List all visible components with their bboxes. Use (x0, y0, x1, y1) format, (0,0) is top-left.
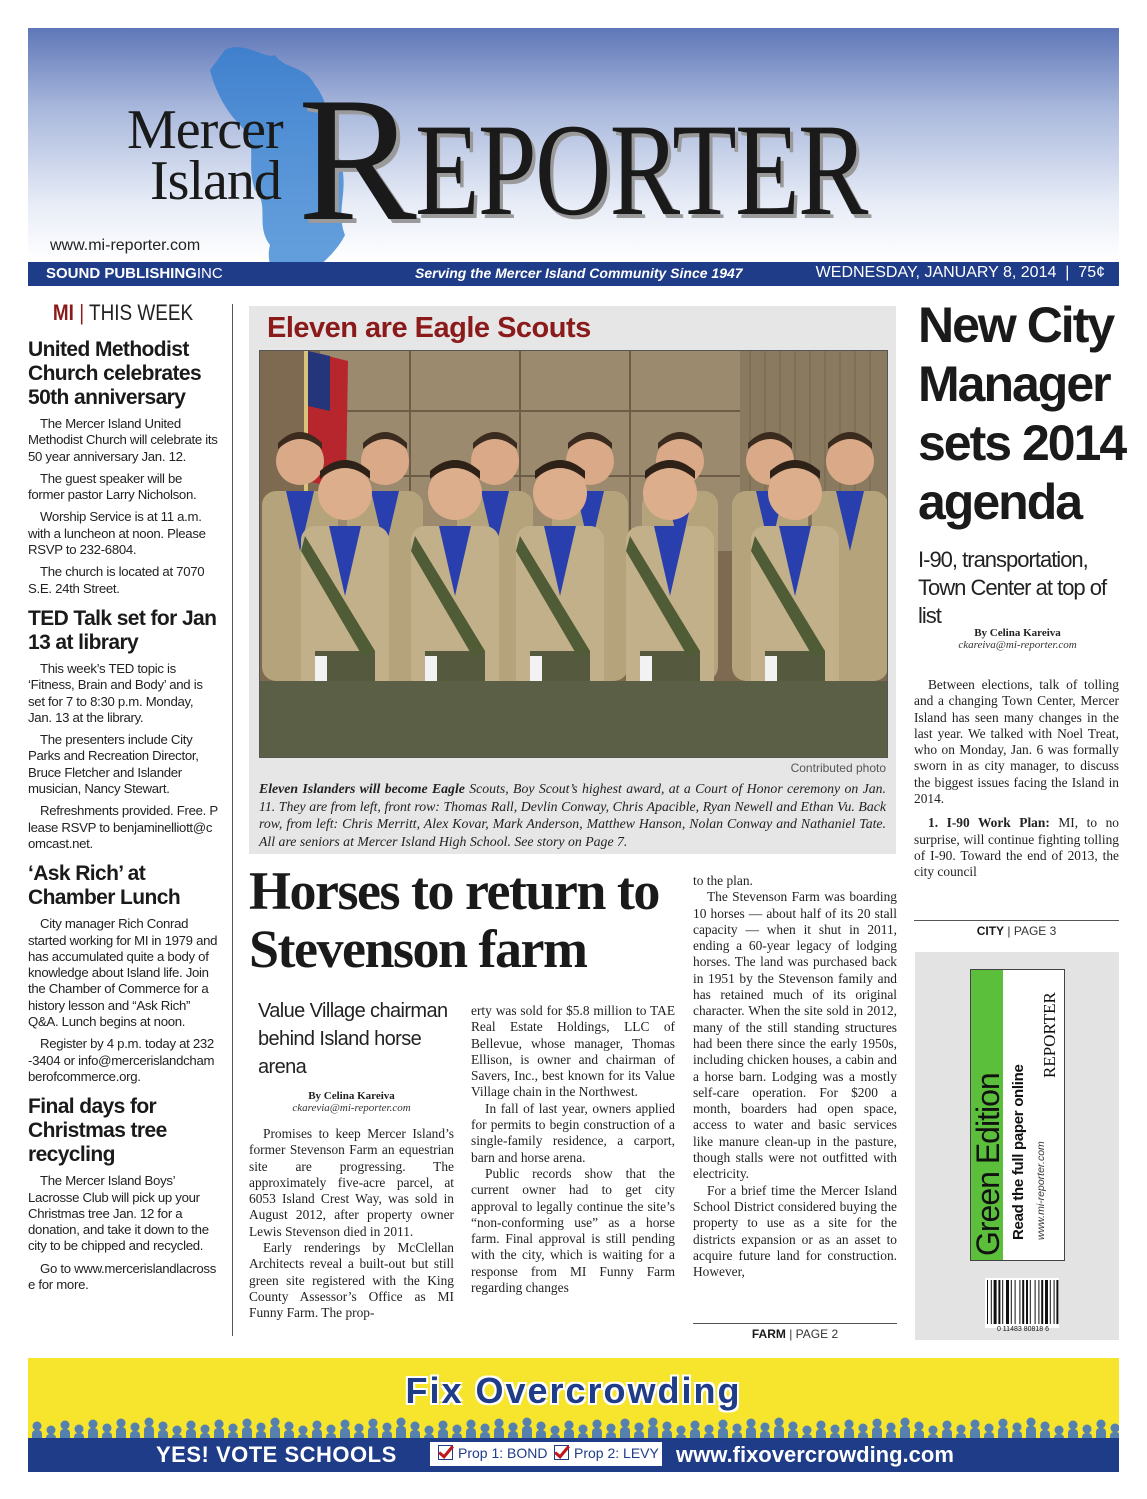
farm-story-column-1 (249, 1126, 454, 1322)
brief-paragraph: The presenters include City Parks and Recreation Director, Bruce Fletcher and Islander musician, Nancy Stewart. (28, 732, 199, 797)
body-paragraph: erty was sold for $5.8 million to TAE Real Estate Holdings, LLC of Bellevue, whose manager, Thomas Ellison, is owner and chairman of Savers, Inc., best known for its Value Village chain in the Northwest. (471, 1003, 675, 1100)
issue-date-price: WEDNESDAY, JANUARY 8, 2014 | 75¢ (815, 264, 1105, 281)
green-edition-subtitle: Read the full paper online (1010, 1064, 1027, 1240)
barcode-bar (1038, 1280, 1039, 1324)
farm-story-headline[interactable]: Horses to return to Stevenson farm (249, 861, 659, 979)
barcode-bar (987, 1280, 988, 1324)
barcode-bar (1056, 1280, 1058, 1324)
farm-story-byline (249, 1090, 454, 1114)
byline-email[interactable]: ckareiva@mi-reporter.com (958, 639, 1077, 651)
ad-vote-text: YES! VOTE SCHOOLS (156, 1442, 397, 1467)
fix-overcrowding-ad[interactable] (28, 1358, 1119, 1472)
body-paragraph: Public records show that the current owner had to get city approval to legally continue the site’s “non-conforming use” as a horse farm. Final approval is still pending with the city, which is waiting for a response from MI Funny Farm regarding changes (471, 1165, 675, 1296)
this-week-mi: MI (52, 300, 74, 325)
city-jump-line[interactable]: CITY | PAGE 3 (914, 920, 1119, 938)
body-paragraph: Early renderings by McClellan Architects reveal a built-out but still green site registered with the King County Assessor’s Office as MI Funny Farm. The prop- (249, 1240, 454, 1321)
brief-headline: ‘Ask Rich’ at Chamber Lunch (28, 862, 181, 910)
green-edition-box (915, 952, 1119, 1340)
barcode-bar (1054, 1280, 1055, 1324)
brief-ted-talk (28, 607, 218, 852)
prop-1-label: Prop 1: BOND (458, 1445, 548, 1461)
photo-caption (259, 780, 886, 850)
barcode-bar (1015, 1280, 1016, 1324)
jump-label: FARM (751, 1327, 786, 1341)
body-paragraph: For a brief time the Mercer Island School District considered buying the property to use as a site for the districts expansion or as an asset to acquire future land for construction. However, (693, 1182, 897, 1280)
publisher-suffix: INC (196, 265, 223, 282)
checkmark-icon (554, 1445, 569, 1460)
this-week-label (41, 300, 204, 326)
brief-tree-recycling (28, 1095, 218, 1293)
city-story-headline[interactable]: New City Manager sets 2014 agenda (918, 297, 1126, 530)
barcode-bar (991, 1280, 992, 1324)
brief-methodist (28, 338, 218, 597)
para-text: MI, to no surprise, will continue fighting tolling of I-90. Toward the end of 2013, the city council (914, 815, 1119, 880)
eagle-scouts-photo[interactable] (259, 350, 888, 758)
body-paragraph (914, 815, 1119, 880)
body-paragraph: Between elections, talk of tolling and a changing Town Center, Mercer Island has seen many changes in the last year. We talked with Noel Treat, who on Monday, Jan. 6 was formally sworn in as city manager, to discuss the biggest issues facing the Island in 2014. (914, 677, 1119, 807)
masthead-mercer: Mercer (127, 99, 283, 161)
brief-paragraph: The guest speaker will be former pastor Larry Nicholson. (28, 470, 197, 503)
brief-paragraph: Worship Service is at 11 a.m. with a luncheon at noon. Please RSVP to 232-6804. (28, 509, 206, 558)
checkmark-icon (438, 1445, 453, 1460)
brief-paragraph: The church is located at 7070 S.E. 24th Street. (28, 564, 205, 596)
brief-headline: Final days for Christmas tree recycling (28, 1095, 167, 1167)
brief-paragraph: The Mercer Island Boys’ Lacrosse Club will pick up your Christmas tree Jan. 12 for a donation, and take it down to the city to be chipped and recycled. (28, 1173, 209, 1254)
body-paragraph: Promises to keep Mercer Island’s former Stevenson Farm an equestrian site are progressing. The approximately five-acre parcel, at 6053 Island Crest Way, was sold in August 2012, after property owner Lewis Stevenson died in 2011. (249, 1126, 454, 1239)
ad-url[interactable]: www.fixovercrowding.com (676, 1442, 954, 1467)
brief-paragraph: The Mercer Island United Methodist Church will celebrate its 50 year anniversary Jan. 12. (28, 416, 218, 464)
brief-headline: United Methodist Church celebrates 50th anniversary (28, 338, 202, 409)
barcode-bar (998, 1280, 1000, 1324)
body-paragraph: The Stevenson Farm was boarding 10 horses — about half of its 20 stall capacity — when it shut in 2011, ending a 60-year legacy of lodging horses. The land was purchased back in 1951 by the Stevenson family and has retained much of its original character. When the site sold in 2012, many of the still standing structures had been there since the early 1950s, including chicken houses, a cabin and a horse barn. Lodging was a mostly self-care operation. For $200 a month, boarders had open space, access to water and basic services like manure clean-up in the pasture, though stalls were not outfitted with electricity. (693, 889, 897, 1182)
photo-illustration (260, 351, 887, 757)
farm-story-subhead: Value Village chairman behind Island horse arena (258, 1000, 448, 1078)
publisher-label: SOUND PUBLISHING (46, 265, 197, 282)
barcode-number: 0 11483 80818 6 (996, 1326, 1050, 1333)
body-paragraph: In fall of last year, owners applied for permits to begin construction of a single-family residence, a carport, barn and horse arena. (471, 1100, 675, 1165)
brief-ask-rich (28, 862, 218, 1085)
jump-page: PAGE 2 (795, 1327, 839, 1341)
green-edition-card[interactable] (970, 969, 1065, 1261)
barcode-bar (1035, 1280, 1036, 1324)
barcode-bar (1006, 1280, 1009, 1324)
barcode-bar (1050, 1280, 1051, 1324)
barcode-bar (994, 1280, 997, 1324)
tagline: Serving the Mercer Island Community Since 1947 (415, 265, 743, 281)
prop-2-label: Prop 2: LEVY (574, 1445, 659, 1461)
barcode-bar (1019, 1280, 1020, 1324)
barcode-bar (1002, 1280, 1003, 1324)
green-edition-logo: REPORTER (1040, 992, 1059, 1078)
brief-headline: TED Talk set for Jan 13 at library (28, 606, 217, 654)
column-divider (232, 304, 233, 1336)
farm-story-column-2 (471, 1003, 675, 1296)
city-story-byline (915, 627, 1120, 651)
barcode-bar (1030, 1280, 1031, 1324)
masthead-reporter: EPORTER (415, 96, 867, 243)
byline-name: By Celina Kareiva (974, 627, 1061, 639)
caption-lead: Eleven Islanders will become Eagle (259, 781, 465, 796)
barcode-bar (1011, 1280, 1012, 1324)
barcode-bar (1045, 1280, 1048, 1324)
ad-props-box (430, 1442, 662, 1466)
green-edition-title: Green Edition (970, 1073, 1006, 1256)
green-edition-url[interactable]: www.mi-reporter.com (1035, 1141, 1047, 1240)
this-week-column (28, 300, 218, 1303)
ad-bottom-bar (28, 1438, 1119, 1472)
city-story-body (914, 677, 1119, 881)
this-week-divider: | (79, 300, 85, 325)
jump-label: CITY (976, 924, 1005, 938)
this-week-text: THIS WEEK (89, 300, 194, 325)
eagle-scouts-feature (249, 306, 896, 854)
photo-headline: Eleven are Eagle Scouts (267, 312, 591, 344)
barcode-bar (1026, 1280, 1028, 1324)
brief-paragraph: This week’s TED topic is ‘Fitness, Brain and Body’ and is set for 7 to 8:30 p.m. Monday, Jan. 13 at the library. (28, 660, 203, 725)
byline-email[interactable]: ckarevia@mi-reporter.com (292, 1102, 411, 1114)
farm-story-column-3 (693, 873, 897, 1280)
brief-paragraph: Go to www.mercerislandlacrosse for more. (28, 1260, 216, 1292)
barcode-bar (1041, 1280, 1043, 1324)
jump-page: PAGE 3 (1013, 924, 1057, 938)
masthead-island: Island (150, 150, 281, 212)
masthead-info-bar (28, 262, 1119, 286)
farm-jump-line[interactable]: FARM | PAGE 2 (693, 1323, 897, 1341)
byline-name: By Celina Kareiva (308, 1090, 395, 1102)
body-paragraph: to the plan. (693, 873, 753, 888)
barcode-bar (1022, 1280, 1024, 1324)
brief-paragraph: City manager Rich Conrad started working for MI in 1979 and has accumulated quite a body of knowledge about Island life. Join the Chamber of Commerce for a history lesson and “Ask Rich” Q&A. Lunch begins at noon. (28, 916, 218, 1030)
city-story-subhead: I-90, transportation, Town Center at top of list (918, 547, 1107, 628)
para-lead: 1. I-90 Work Plan: (928, 815, 1050, 831)
barcode (985, 1278, 1059, 1328)
caption-text: Scouts, Boy Scout’s highest award, at a Court of Honor ceremony on Jan. 11. They are from left, front row: Thomas Rall, Devlin Conway, Chris Apacible, Ryan Newell and Ethan Vu. Back row, from left: Chris Merritt, Alex Kovar, Mark Anderson, Matthew Hanson, Nolan Conway and Nathaniel Tate. All are seniors at Mercer Island High School. See story on Page 7. (259, 781, 886, 849)
masthead-big-r: R (298, 60, 417, 258)
photo-credit: Contributed photo (790, 761, 886, 775)
website-url[interactable]: www.mi-reporter.com (50, 237, 201, 254)
ad-title: Fix Overcrowding (405, 1370, 742, 1411)
brief-paragraph: Register by 4 p.m. today at 232-3404 or info@mercerislandchamberofcommerce.org. (28, 1036, 215, 1084)
brief-paragraph: Refreshments provided. Free. Please RSVP to benjaminelliott@comcast.net. (28, 803, 218, 851)
publisher-name (46, 265, 223, 282)
